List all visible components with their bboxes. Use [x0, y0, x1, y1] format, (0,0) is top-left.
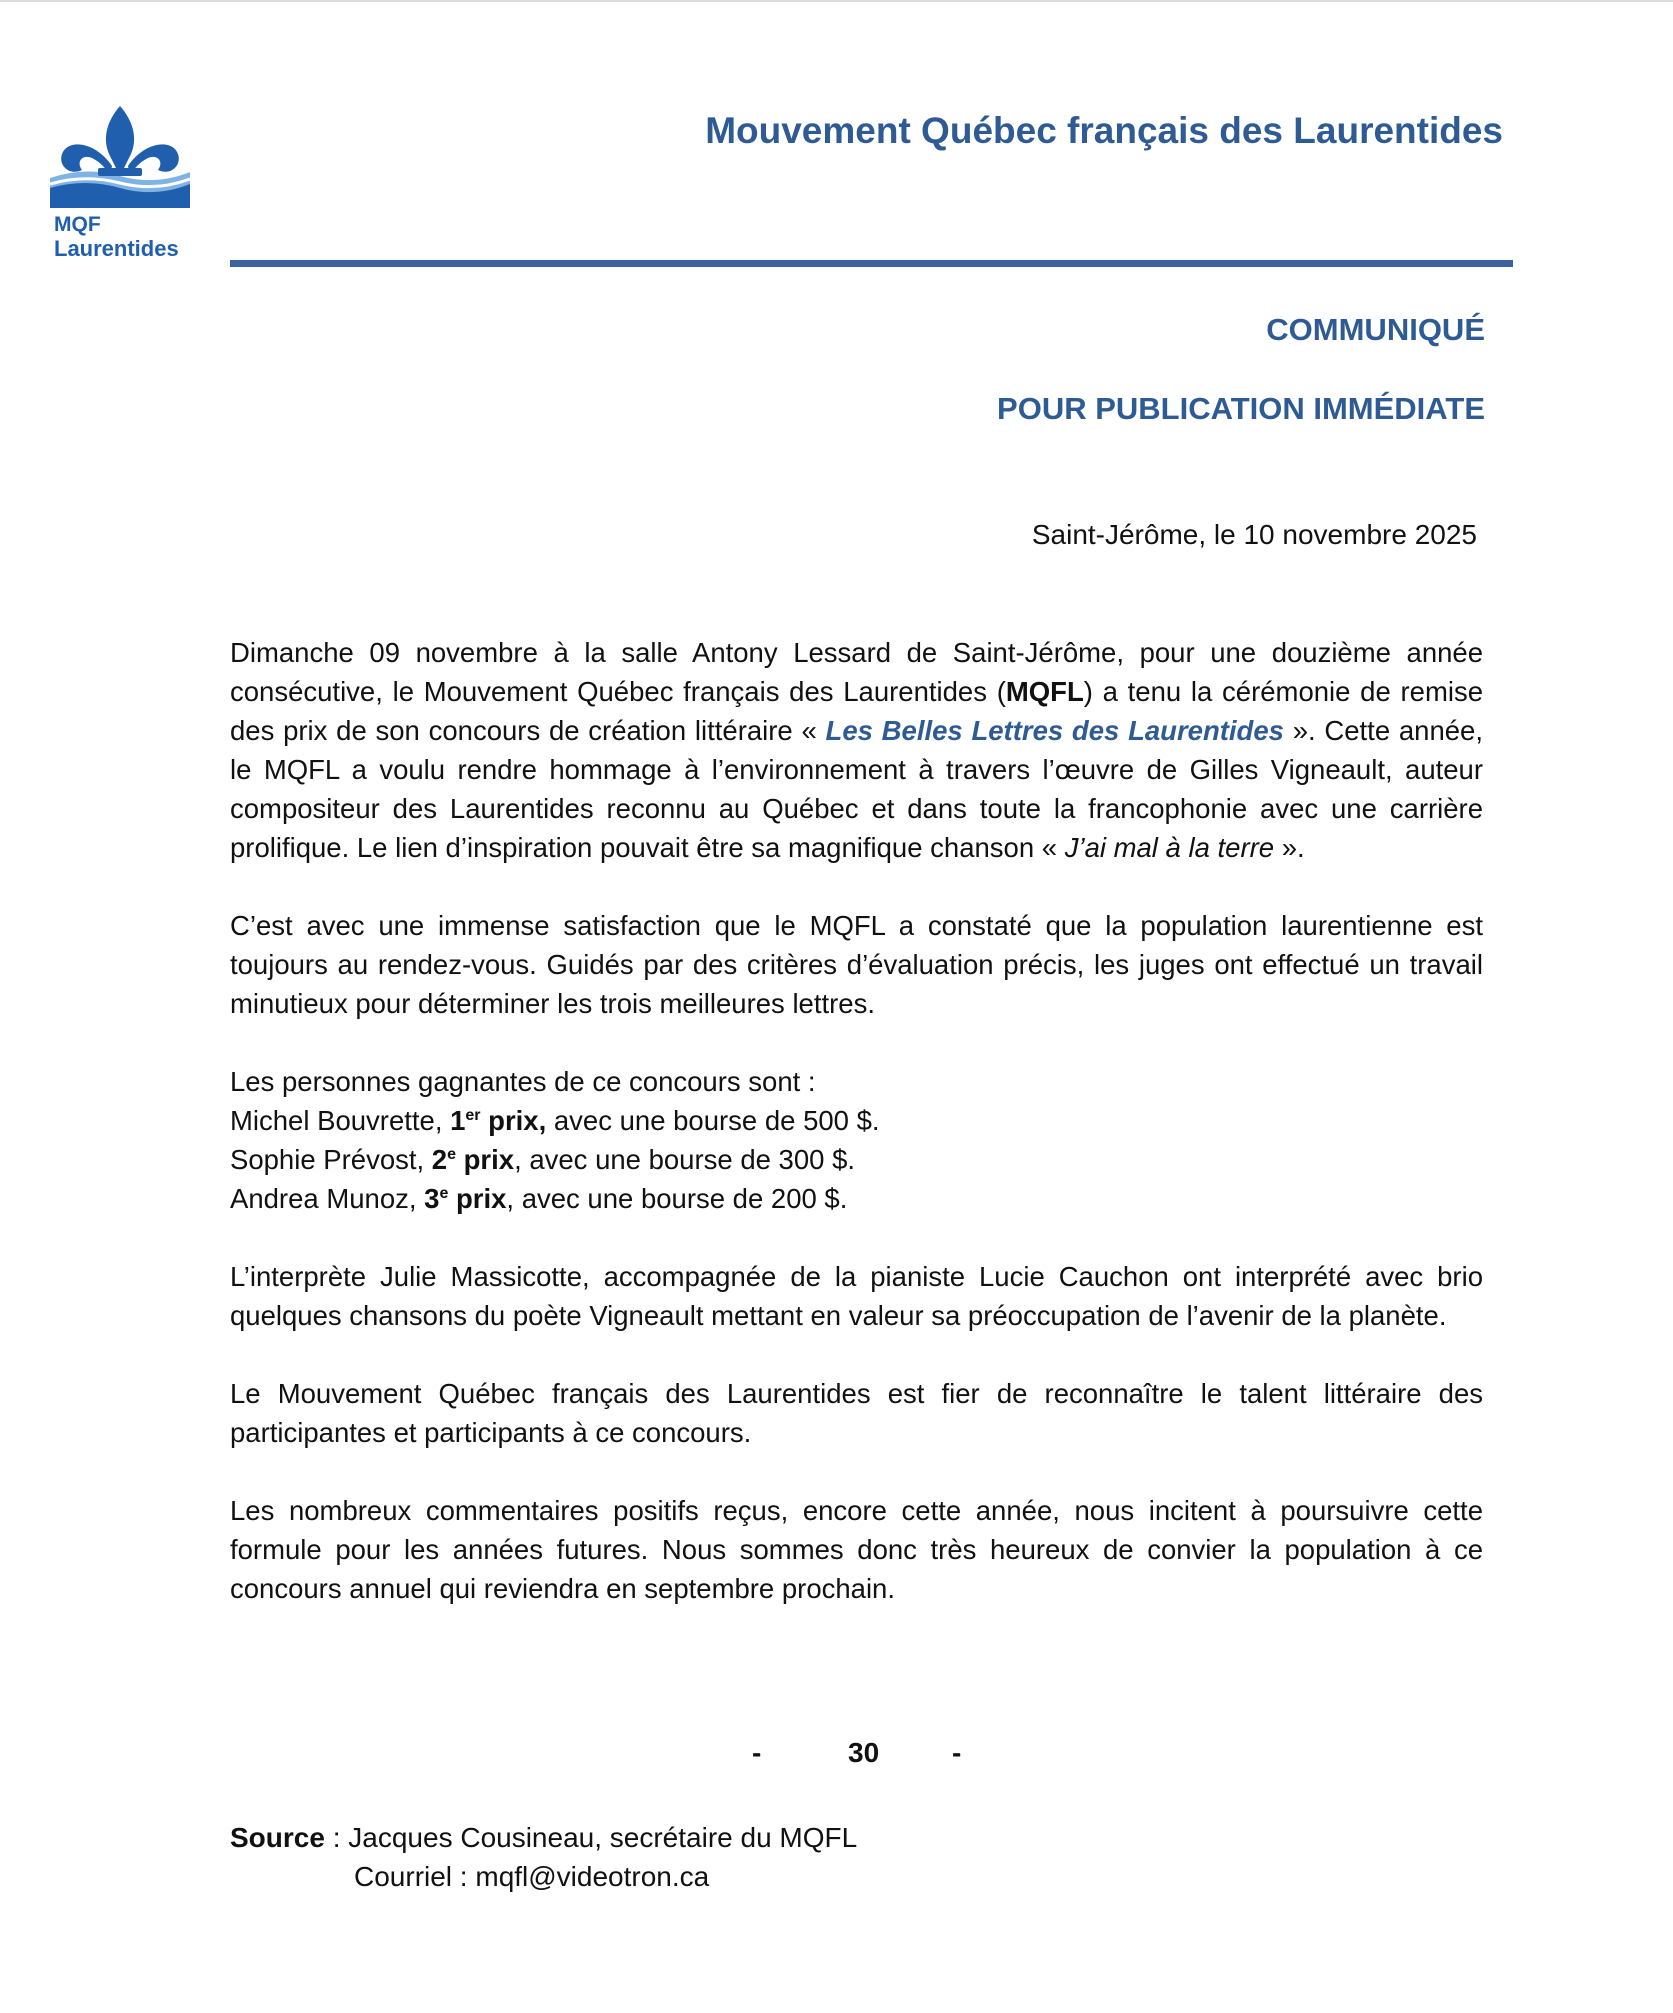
contest-name: Les Belles Lettres des Laurentides [825, 715, 1284, 746]
email-line: Courriel : mqfl@videotron.ca [354, 1861, 710, 1892]
paragraph-pride: Le Mouvement Québec français des Laurentides est fier de reconnaître le talent littéraire des participantes et participants à ce concours. [230, 1378, 1483, 1448]
prize-label: prix [455, 1144, 515, 1175]
p1-text-3: ». Cette année, le MQFL a voulu rendre hommage à l’environnement à travers l’œuvre de Gilles Vigneault, auteur compositeur des Laurentides reconnu au Québec et dans toute la francophonie avec une carrière prolifique. Le lien d’inspiration pouvait être sa magnifique chanson « [230, 715, 1483, 863]
mqf-logo [50, 100, 190, 270]
source-label: Source [230, 1822, 325, 1853]
prize-rank: 3 [424, 1183, 440, 1214]
header-divider [230, 260, 1513, 267]
source-block [230, 1818, 857, 1896]
prize-rank-suffix: er [465, 1106, 481, 1124]
press-release-body [230, 633, 1483, 1647]
p1-text-2: ) a tenu la cérémonie de remise des prix de son concours de création littéraire « [230, 676, 1484, 746]
winner-row [230, 1179, 1483, 1218]
end-mark-number: 30 [848, 1737, 880, 1768]
end-mark-dash-left: - [752, 1737, 762, 1768]
prize-rank: 2 [431, 1144, 448, 1175]
p1-text-4: ». [1274, 832, 1305, 863]
prize-label: prix [448, 1183, 507, 1214]
publication-heading: POUR PUBLICATION IMMÉDIATE [997, 391, 1485, 426]
prize-amount: , avec une bourse de 300 $. [514, 1144, 856, 1175]
winners-list [230, 1062, 1483, 1218]
winner-row [230, 1101, 1483, 1140]
prize-label: prix, [480, 1105, 547, 1136]
logo-text-mqf: MQF [54, 213, 101, 236]
p1-text-1: Dimanche 09 novembre à la salle Antony Lessard de Saint-Jérôme, pour une douzième année consécutive, le Mouvement Québec français des Laurentides ( [230, 637, 1483, 707]
prize-rank: 1 [450, 1105, 466, 1136]
page-top-border [0, 0, 1673, 2]
end-mark-dash-right: - [952, 1737, 962, 1768]
paragraph-future: Les nombreux commentaires positifs reçus, encore cette année, nous incitent à poursuivre cette formule pour les années futures. Nous sommes donc très heureux de convier la population à ce concours annuel qui reviendra en septembre prochain. [230, 1495, 1483, 1604]
winner-name: Sophie Prévost, [230, 1144, 432, 1175]
source-line [230, 1818, 857, 1857]
place-date: Saint-Jérôme, le 10 novembre 2025 [1031, 519, 1477, 550]
mqfl-acronym: MQFL [1005, 676, 1084, 707]
paragraph-ceremony [230, 633, 1483, 867]
paragraph-performers: L’interprète Julie Massicotte, accompagnée de la pianiste Lucie Cauchon ont interprété avec brio quelques chansons du poète Vigneault mettant en valeur sa préoccupation de l’avenir de la planète. [230, 1261, 1483, 1331]
prize-amount: avec une bourse de 500 $. [546, 1105, 880, 1136]
fleur-de-lis-icon [50, 100, 190, 210]
logo-text-laurentides: Laurentides [54, 236, 179, 261]
source-text: : Jacques Cousineau, secrétaire du MQFL [324, 1822, 858, 1853]
communique-heading: COMMUNIQUÉ [1266, 312, 1485, 347]
winners-intro: Les personnes gagnantes de ce concours sont : [230, 1066, 816, 1097]
winner-name: Andrea Munoz, [230, 1183, 425, 1214]
prize-rank-suffix: e [439, 1184, 449, 1202]
prize-rank-suffix: e [447, 1145, 456, 1163]
paragraph-satisfaction: C’est avec une immense satisfaction que le MQFL a constaté que la population laurentienne est toujours au rendez-vous. Guidés par des critères d’évaluation précis, les juges ont effectué un travail minutieux pour déterminer les trois meilleures lettres. [230, 910, 1483, 1019]
organization-title: Mouvement Québec français des Laurentides [705, 110, 1503, 151]
song-title: J’ai mal à la terre [1064, 832, 1275, 863]
winner-name: Michel Bouvrette, [230, 1105, 451, 1136]
prize-amount: , avec une bourse de 200 $. [506, 1183, 848, 1214]
winner-row [230, 1140, 1483, 1179]
